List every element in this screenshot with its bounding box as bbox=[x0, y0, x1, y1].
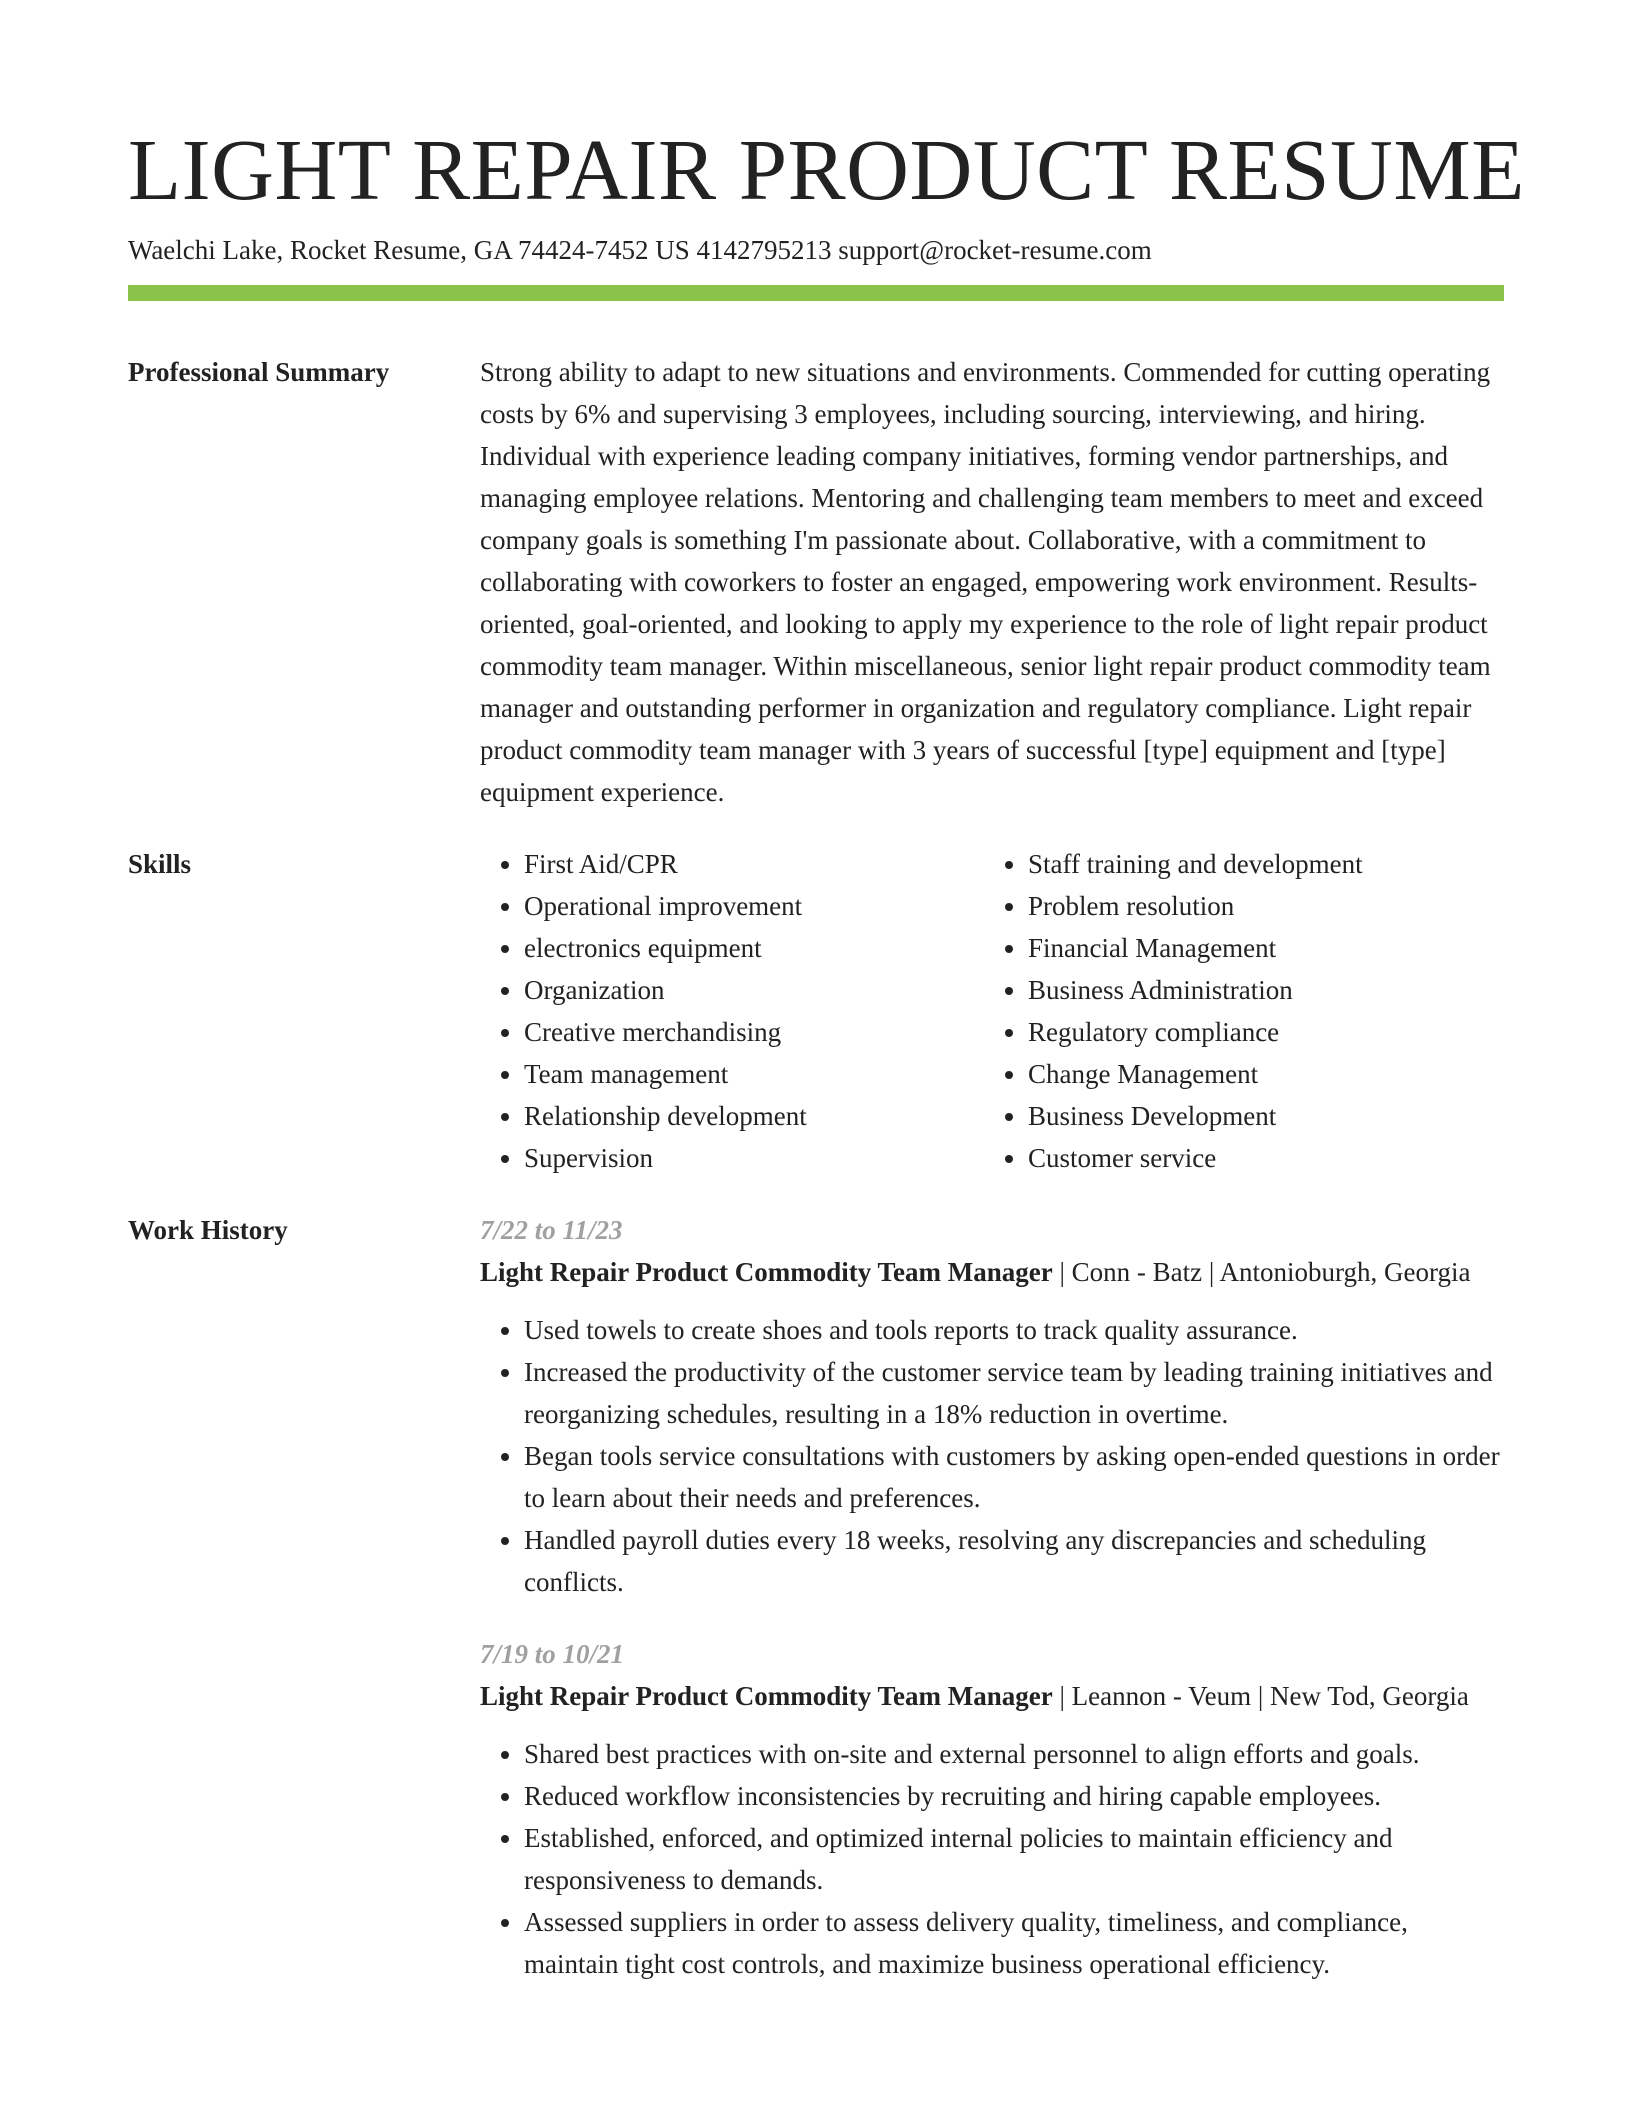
skill-item: • Creative merchandising bbox=[524, 1011, 984, 1053]
skill-item: • Business Development bbox=[1028, 1095, 1488, 1137]
job-bullet: • Reduced workflow inconsistencies by recruiting and hiring capable employees. bbox=[524, 1775, 1504, 1817]
job-dates: 7/19 to 10/21 bbox=[480, 1639, 625, 1669]
job-bullet-list bbox=[480, 1309, 1504, 1603]
skill-item: • electronics equipment bbox=[524, 927, 984, 969]
job-dates: 7/22 to 11/23 bbox=[480, 1215, 623, 1245]
job-bullet-list bbox=[480, 1733, 1504, 1985]
job-bullet: • Assessed suppliers in order to assess delivery quality, timeliness, and compliance, maintain tight cost controls, and maximize business operational efficiency. bbox=[524, 1901, 1504, 1985]
skill-item: • Customer service bbox=[1028, 1137, 1488, 1179]
skill-item: • Regulatory compliance bbox=[1028, 1011, 1488, 1053]
work-history-body bbox=[480, 1209, 1504, 1985]
section-label-skills: Skills bbox=[128, 849, 192, 879]
job-heading bbox=[480, 1675, 1504, 1717]
skill-item: • Organization bbox=[524, 969, 984, 1011]
professional-summary-section bbox=[128, 351, 1504, 813]
work-history-section bbox=[128, 1209, 1504, 1985]
skill-item: • Relationship development bbox=[524, 1095, 984, 1137]
skill-item: • First Aid/CPR bbox=[524, 843, 984, 885]
section-label-summary: Professional Summary bbox=[128, 357, 390, 387]
job-bullet: • Shared best practices with on-site and external personnel to align efforts and goals. bbox=[524, 1733, 1504, 1775]
resume-page bbox=[128, 0, 1525, 1985]
job-details: | Conn - Batz | Antonioburgh, Georgia bbox=[1052, 1257, 1471, 1287]
skill-item: • Problem resolution bbox=[1028, 885, 1488, 927]
skill-item: • Business Administration bbox=[1028, 969, 1488, 1011]
skill-item: • Financial Management bbox=[1028, 927, 1488, 969]
section-label-work-history: Work History bbox=[128, 1215, 288, 1245]
skills-body bbox=[480, 843, 1504, 1179]
summary-body bbox=[480, 351, 1504, 813]
job-title: Light Repair Product Commodity Team Manager bbox=[480, 1681, 1053, 1711]
job-bullet: • Established, enforced, and optimized internal policies to maintain efficiency and responsiveness to demands. bbox=[524, 1817, 1504, 1901]
job-entry bbox=[480, 1209, 1504, 1603]
summary-text: Strong ability to adapt to new situations and environments. Commended for cutting operating costs by 6% and supervising 3 employees, including sourcing, interviewing, and hiring. Individual with experience leading company initiatives, forming vendor partnerships, and managing employee relations. Mentoring and challenging team members to meet and exceed company goals is something I'm passionate about. Collaborative, with a commitment to collaborating with coworkers to foster an engaged, empowering work environment. Results-oriented, goal-oriented, and looking to apply my experience to the role of light repair product commodity team manager. Within miscellaneous, senior light repair product commodity team manager and outstanding performer in organization and regulatory compliance. Light repair product commodity team manager with 3 years of successful [type] equipment and [type] equipment experience. bbox=[480, 357, 1491, 807]
skill-item: • Supervision bbox=[524, 1137, 984, 1179]
contact-line: Waelchi Lake, Rocket Resume, GA 74424-7452 US 4142795213 support@rocket-resume.com bbox=[128, 235, 1152, 265]
job-details: | Leannon - Veum | New Tod, Georgia bbox=[1052, 1681, 1469, 1711]
skill-item: • Change Management bbox=[1028, 1053, 1488, 1095]
skills-section bbox=[128, 843, 1504, 1179]
skill-item: • Team management bbox=[524, 1053, 984, 1095]
job-title: Light Repair Product Commodity Team Manager bbox=[480, 1257, 1053, 1287]
job-bullet: • Increased the productivity of the customer service team by leading training initiatives and reorganizing schedules, resulting in a 18% reduction in overtime. bbox=[524, 1351, 1504, 1435]
resume-title: LIGHT REPAIR PRODUCT RESUME bbox=[128, 121, 1525, 218]
skill-item: • Operational improvement bbox=[524, 885, 984, 927]
job-bullet: • Began tools service consultations with customers by asking open-ended questions in order to learn about their needs and preferences. bbox=[524, 1435, 1504, 1519]
header-accent-rule bbox=[128, 285, 1504, 301]
job-bullet: • Handled payroll duties every 18 weeks, resolving any discrepancies and scheduling conflicts. bbox=[524, 1519, 1504, 1603]
skills-list-right bbox=[984, 843, 1488, 1179]
job-heading bbox=[480, 1251, 1504, 1293]
job-entry bbox=[480, 1633, 1504, 1985]
job-bullet: • Used towels to create shoes and tools reports to track quality assurance. bbox=[524, 1309, 1504, 1351]
skill-item: • Staff training and development bbox=[1028, 843, 1488, 885]
skills-list-left bbox=[480, 843, 984, 1179]
